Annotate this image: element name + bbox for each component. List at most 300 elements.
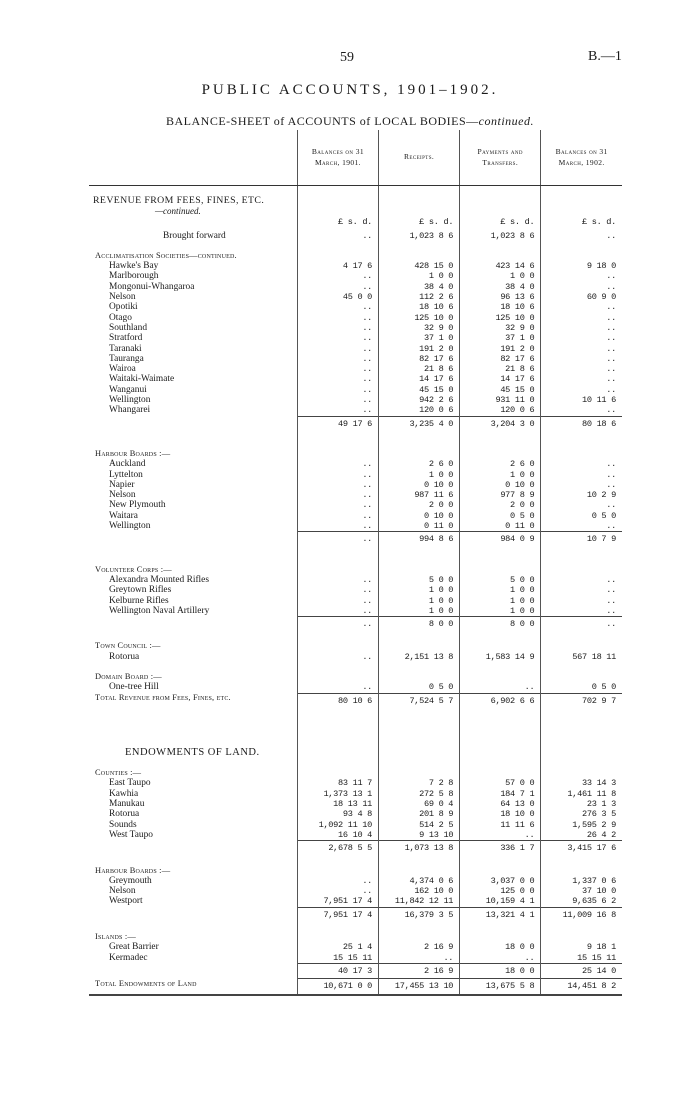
cell-receipts: 82 17 6 [379,354,460,364]
col-payments: Payments and Transfers. [460,130,541,186]
cell-b1902: 25 14 0 [541,963,622,978]
cell-receipts: 1,023 8 6 [379,231,460,241]
brought-forward-row [89,231,622,241]
item-name: Rotorua [109,651,140,662]
table-row [89,459,622,469]
cell-payments: 1 0 0 [460,271,541,281]
cell-receipts: 2 6 0 [379,459,460,469]
item-name: Wanganui [109,384,147,395]
cell-receipts: 428 15 0 [379,261,460,271]
row-label [89,282,297,292]
cell-payments: 0 11 0 [460,521,541,532]
item-name: Waitara [109,510,138,521]
spacer-row [89,186,622,197]
row-label [89,323,297,333]
table-row [89,470,622,480]
cell-b1902: .. [541,282,622,292]
cell-payments: 37 1 0 [460,333,541,343]
cell-receipts: 16,379 3 5 [379,907,460,922]
cell-b1902: .. [541,302,622,312]
row-label [89,820,297,830]
cell-receipts: 2 16 9 [379,942,460,952]
grand-total-label: Total Revenue from Fees, Fines, etc. [95,693,231,703]
subtotal-label [89,532,297,547]
empty-cell [297,856,378,866]
table-row [89,896,622,907]
row-label [89,809,297,819]
empty-cell [460,748,541,758]
item-name: Otago [109,312,132,323]
empty-cell [379,641,460,651]
column-header-row [89,130,622,186]
empty-cell [460,431,541,449]
table-row [89,682,622,693]
section-heading: REVENUE FROM FEES, FINES, ETC. [93,196,265,206]
cell-receipts: 120 0 6 [379,405,460,416]
subtotal-label [89,841,297,856]
cell-b1902: .. [541,617,622,632]
empty-cell [379,547,460,565]
row-label [89,886,297,896]
cell-receipts: 69 0 4 [379,799,460,809]
empty-cell [541,241,622,251]
cell-receipts: 2 0 0 [379,500,460,510]
empty-cell [379,922,460,932]
table-row [89,344,622,354]
cell-receipts: 201 8 9 [379,809,460,819]
item-name: Nelson [109,292,136,303]
spacer-cell [89,431,297,449]
cell-payments: 125 10 0 [460,313,541,323]
cell-b1901: .. [297,532,378,547]
cell-b1902: 26 4 2 [541,830,622,841]
subtitle-continued: continued. [478,114,534,128]
cell-payments: 10,159 4 1 [460,896,541,907]
table-row [89,313,622,323]
empty-cell [297,641,378,651]
empty-cell [297,449,378,459]
row-label [89,333,297,343]
cell-receipts: 1 0 0 [379,596,460,606]
cell-payments: 120 0 6 [460,405,541,416]
cell-b1902: .. [541,405,622,416]
cell-payments: 18 10 0 [460,809,541,819]
page-title: PUBLIC ACCOUNTS, 1901–1902. [201,82,499,98]
cell-b1901: .. [297,886,378,896]
cell-payments: 1 0 0 [460,596,541,606]
cell-b1902: 1,461 11 8 [541,789,622,799]
spacer-cell [89,856,297,866]
cell-payments: 11 11 6 [460,820,541,830]
empty-cell [460,866,541,876]
cell-payments: 2 0 0 [460,500,541,510]
cell-payments: 14 17 6 [460,374,541,384]
empty-cell [379,196,460,206]
spacer-row [89,922,622,932]
cell-payments: 57 0 0 [460,778,541,788]
section-heading-row [89,932,622,942]
empty-cell [297,708,378,748]
cell-receipts: 1 0 0 [379,271,460,281]
table-row [89,606,622,617]
section-heading-row [89,641,622,651]
empty-cell [460,547,541,565]
section-heading: Town Council :— [95,641,161,651]
cell-b1901: .. [297,313,378,323]
spacer-row [89,241,622,251]
empty-cell [460,186,541,197]
cell-b1902: .. [541,313,622,323]
label-column-header [89,130,297,186]
cell-payments: 6,902 6 6 [460,693,541,708]
cell-b1901: 2,678 5 5 [297,841,378,856]
cell-b1901: .. [297,490,378,500]
empty-cell [541,662,622,672]
cell-receipts: 112 2 6 [379,292,460,302]
empty-cell [541,768,622,778]
item-name: Marlborough [109,271,159,282]
empty-cell [297,932,378,942]
cell-b1901: 80 10 6 [297,693,378,708]
row-label [89,575,297,585]
cell-b1902: 33 14 3 [541,778,622,788]
cell-receipts: 45 15 0 [379,385,460,395]
section-heading: Harbour Boards :— [95,448,171,458]
item-name: Tauranga [109,353,144,364]
empty-cell [460,631,541,641]
subtotal-row [89,841,622,856]
cell-payments: 8 0 0 [460,617,541,632]
cell-b1901: 4 17 6 [297,261,378,271]
row-label [89,500,297,510]
cell-b1901: 7,951 17 4 [297,907,378,922]
spacer-row [89,431,622,449]
section-heading-row [89,768,622,778]
empty-cell [460,922,541,932]
cell-b1902: .. [541,385,622,395]
row-label [89,459,297,469]
col-balances-1902: Balances on 31 March, 1902. [541,130,622,186]
empty-cell [541,565,622,575]
empty-cell [379,241,460,251]
balance-sheet-table [89,130,622,996]
empty-cell [379,708,460,748]
cell-b1901: .. [297,323,378,333]
cell-b1902: 10 11 6 [541,395,622,405]
table-row [89,575,622,585]
item-name: Manukau [109,799,145,810]
cell-b1902: .. [541,231,622,241]
item-name: Alexandra Mounted Rifles [109,574,209,585]
empty-cell [541,631,622,641]
cell-receipts: 37 1 0 [379,333,460,343]
item-name: West Taupo [109,829,153,840]
cell-b1902: 567 18 11 [541,652,622,662]
empty-cell [379,631,460,641]
row-label [89,682,297,693]
cell-payments: 13,675 5 8 [460,979,541,995]
table-row [89,500,622,510]
cell-b1901: 93 4 8 [297,809,378,819]
row-label [89,344,297,354]
cell-payments: 18 0 0 [460,942,541,952]
cell-b1901: 83 11 7 [297,778,378,788]
cell-receipts: 1,073 13 8 [379,841,460,856]
cell-receipts: 162 10 0 [379,886,460,896]
cell-b1901: .. [297,521,378,532]
cell-receipts: 1 0 0 [379,606,460,617]
table-row [89,302,622,312]
item-name: Kermadec [109,952,148,963]
cell-payments: 96 13 6 [460,292,541,302]
cell-b1902: .. [541,521,622,532]
cell-b1901: .. [297,585,378,595]
row-label [89,385,297,395]
row-label [89,470,297,480]
item-name: Napier [109,479,135,490]
item-name: Sounds [109,819,137,830]
empty-cell [541,748,622,758]
cell-payments: 1 0 0 [460,585,541,595]
empty-cell [379,431,460,449]
subtotal-row [89,907,622,922]
cell-b1902: .. [541,480,622,490]
section-heading-row [89,251,622,261]
section-heading: Counties :— [95,768,142,778]
row-label [89,606,297,617]
empty-cell [460,856,541,866]
cell-b1902: 15 15 11 [541,953,622,964]
cell-receipts: 14 17 6 [379,374,460,384]
table-row [89,830,622,841]
table-row [89,652,622,662]
empty-cell [460,641,541,651]
spacer-cell [89,758,297,768]
cell-payments: .. [460,830,541,841]
row-label [89,374,297,384]
empty-cell [541,932,622,942]
row-label [89,354,297,364]
cell-b1902: .. [541,500,622,510]
empty-cell [460,196,541,206]
row-label [89,896,297,907]
spacer-cell [89,186,297,197]
cell-receipts: 0 10 0 [379,480,460,490]
cell-payments: 977 8 9 [460,490,541,500]
spacer-row [89,758,622,768]
cell-payments: 1,583 14 9 [460,652,541,662]
item-name: Rotorua [109,809,140,820]
spacer-cell [89,241,297,251]
row-label [89,778,297,788]
cell-b1902: .. [541,344,622,354]
empty-cell [379,932,460,942]
cell-b1902: 10 7 9 [541,532,622,547]
units-row [89,217,622,231]
row-label [89,830,297,841]
spacer-row [89,547,622,565]
item-name: Greymouth [109,875,152,886]
cell-payments: 18 0 0 [460,963,541,978]
cell-b1902: .. [541,575,622,585]
table-row [89,333,622,343]
empty-cell [460,768,541,778]
table-row [89,364,622,374]
balance-sheet-body [89,186,622,995]
empty-cell [541,186,622,197]
item-name: One-tree Hill [109,682,159,693]
subtotal-label [89,617,297,632]
cell-payments: 2 6 0 [460,459,541,469]
cell-b1901: 25 1 4 [297,942,378,952]
item-name: Wellington [109,395,151,406]
section-heading-row [89,866,622,876]
row-label [89,271,297,281]
section-heading: Harbour Boards :— [95,865,171,875]
item-name: Great Barrier [109,942,159,953]
item-name: Mongonui-Whangaroa [109,281,195,292]
row-label [89,511,297,521]
cell-b1901: 10,671 0 0 [297,979,378,995]
row-label [89,364,297,374]
empty-cell [541,922,622,932]
cell-payments: 1 0 0 [460,470,541,480]
cell-b1902: .. [541,271,622,281]
table-row [89,596,622,606]
units-spacer [89,217,297,231]
cell-receipts: 942 2 6 [379,395,460,405]
empty-cell [541,866,622,876]
table-row [89,354,622,364]
row-label [89,302,297,312]
spacer-row [89,662,622,672]
empty-cell [297,565,378,575]
empty-cell [297,206,378,216]
cell-receipts: 38 4 0 [379,282,460,292]
empty-cell [297,547,378,565]
empty-cell [541,196,622,206]
cell-payments: 5 0 0 [460,575,541,585]
item-name: New Plymouth [109,500,166,511]
item-name: Waitaki-Waimate [109,374,175,385]
col-receipts: Receipts. [379,130,460,186]
empty-cell [379,186,460,197]
cell-receipts: 18 10 6 [379,302,460,312]
cell-b1902: 11,009 16 8 [541,907,622,922]
row-label [89,942,297,952]
empty-cell [541,449,622,459]
cell-b1902: 3,415 17 6 [541,841,622,856]
empty-cell [379,662,460,672]
cell-b1901: 15 15 11 [297,953,378,964]
cell-b1901: 1,092 11 10 [297,820,378,830]
grand-total-label: Total Endowments of Land [89,979,297,995]
cell-b1902: 1,337 0 6 [541,876,622,886]
cell-b1901: .. [297,480,378,490]
cell-b1901: .. [297,652,378,662]
cell-b1902: 60 9 0 [541,292,622,302]
cell-payments: 64 13 0 [460,799,541,809]
empty-cell [460,565,541,575]
empty-cell [460,758,541,768]
empty-cell [297,866,378,876]
row-label [89,799,297,809]
cell-b1901: .. [297,459,378,469]
section-heading: Volunteer Corps :— [95,564,172,574]
cell-b1901: 49 17 6 [297,416,378,431]
cell-payments: 1,023 8 6 [460,231,541,241]
cell-b1901: 18 13 11 [297,799,378,809]
empty-cell [297,758,378,768]
item-name: Auckland [109,459,146,470]
section-heading: Islands :— [95,932,136,942]
units-label: £ s. d. [297,217,378,231]
cell-b1901: .. [297,617,378,632]
item-name: Greytown Rifles [109,585,172,596]
cell-payments: 18 10 6 [460,302,541,312]
cell-b1901: .. [297,231,378,241]
cell-b1901: .. [297,344,378,354]
units-label: £ s. d. [541,217,622,231]
cell-b1901: 1,373 13 1 [297,789,378,799]
empty-cell [541,206,622,216]
cell-b1901: .. [297,385,378,395]
empty-cell [379,672,460,682]
page-reference: B.—1 [588,49,622,64]
cell-receipts: 8 0 0 [379,617,460,632]
spacer-cell [89,922,297,932]
empty-cell [379,748,460,758]
cell-receipts: 987 11 6 [379,490,460,500]
cell-b1902: .. [541,459,622,469]
empty-cell [379,758,460,768]
cell-b1902: .. [541,333,622,343]
empty-cell [460,672,541,682]
table-row [89,282,622,292]
cell-payments: 45 15 0 [460,385,541,395]
row-label [89,652,297,662]
cell-receipts: 0 10 0 [379,511,460,521]
units-label: £ s. d. [460,217,541,231]
cell-b1902: 0 5 0 [541,682,622,693]
item-name: Wairoa [109,364,136,375]
empty-cell [460,206,541,216]
empty-cell [541,641,622,651]
empty-cell [460,932,541,942]
cell-receipts: 0 5 0 [379,682,460,693]
spacer-row [89,856,622,866]
empty-cell [379,866,460,876]
empty-cell [297,431,378,449]
section-heading: Acclimatisation Societies—continued. [95,250,237,260]
empty-cell [541,547,622,565]
cell-receipts: 2,151 13 8 [379,652,460,662]
cell-receipts: 17,455 13 10 [379,979,460,995]
table-row [89,405,622,416]
spacer-cell [89,708,297,748]
item-name: Westport [109,896,143,907]
cell-receipts: 1 0 0 [379,585,460,595]
units-label: £ s. d. [379,217,460,231]
table-row [89,511,622,521]
cell-payments: 336 1 7 [460,841,541,856]
cell-receipts: 514 2 5 [379,820,460,830]
cell-b1902: 9 18 0 [541,261,622,271]
empty-cell [460,251,541,261]
cell-b1902: 276 3 5 [541,809,622,819]
cell-receipts: 21 8 6 [379,364,460,374]
cell-b1902: 37 10 0 [541,886,622,896]
